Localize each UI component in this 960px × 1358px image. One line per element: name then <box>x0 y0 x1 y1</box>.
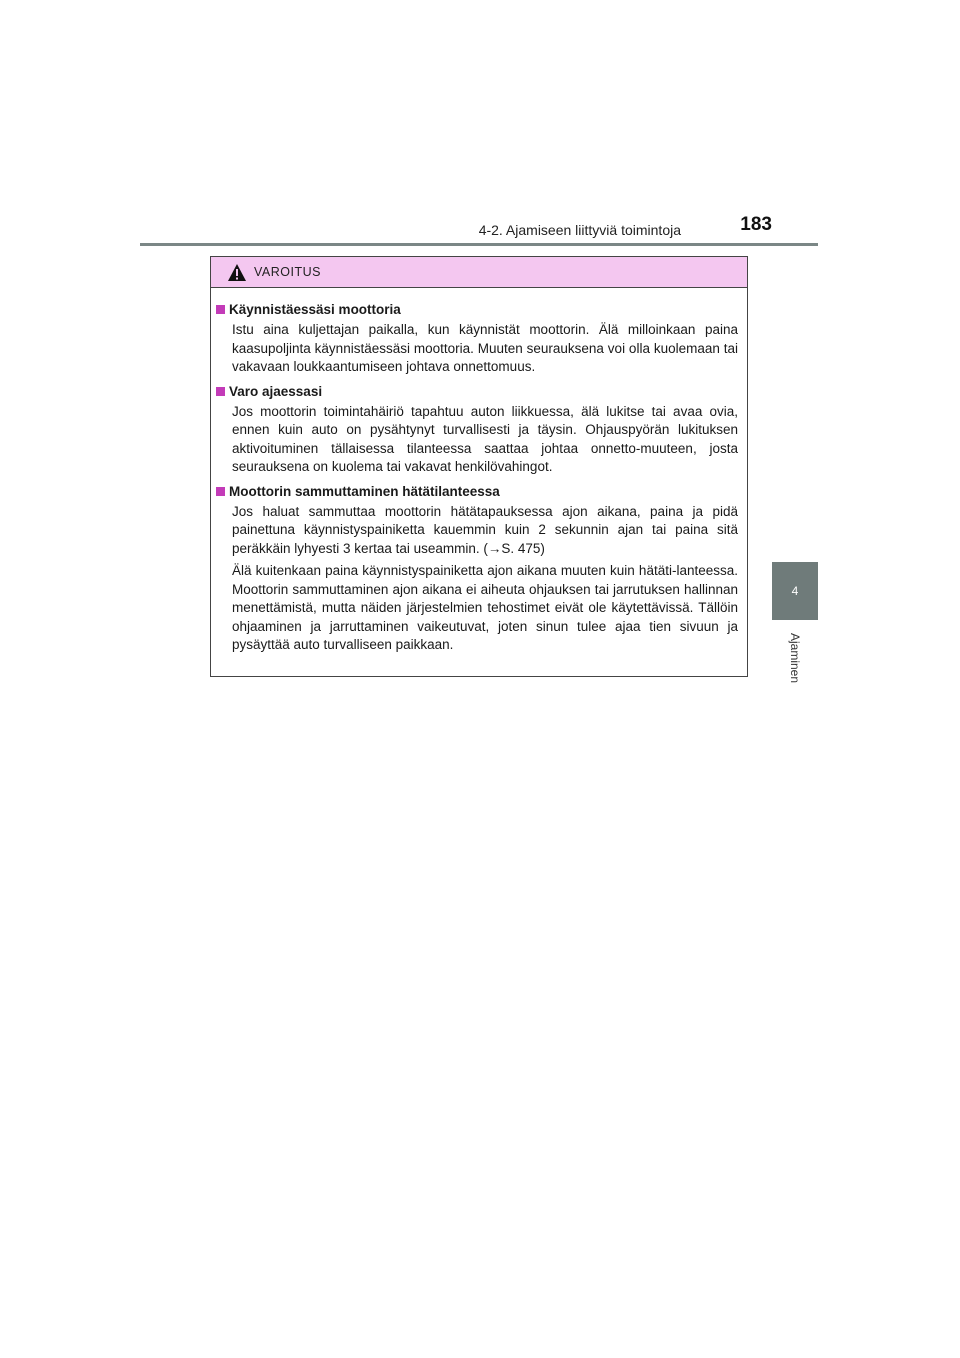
warning-box <box>210 256 748 677</box>
section-heading-text: Moottorin sammuttaminen hätätilanteessa <box>229 483 500 499</box>
header-divider <box>140 243 818 246</box>
section-paragraph: Istu aina kuljettajan paikalla, kun käynnistät moottorin. Älä milloinkaan paina kaasupoljinta käynnistäessäsi moottoria. Muuten seurauksena voi olla kuolemaan tai vakavaan loukkaantumiseen johtava onnettomuus. <box>232 322 738 374</box>
warning-title: VAROITUS <box>254 265 321 279</box>
square-bullet-icon <box>216 387 225 396</box>
warning-header <box>211 257 747 288</box>
section-heading <box>216 383 738 400</box>
section-paragraph: Jos haluat sammuttaa moottorin hätätapauksessa ajon aikana, paina ja pidä painettuna käynnistyspainiketta kauemmin kuin 2 sekunnin ajan tai paina sitä peräkkäin lyhyesti 3 kertaa tai useammin. (→S. 475) <box>232 503 738 556</box>
warning-triangle-icon <box>227 263 247 282</box>
section-heading <box>216 483 738 500</box>
section-title: 4-2. Ajamiseen liittyviä toimintoja <box>478 222 681 238</box>
section-heading-text: Varo ajaessasi <box>229 383 323 399</box>
warning-body <box>211 288 747 655</box>
section-paragraph: Älä kuitenkaan paina käynnistyspainiketta ajon aikana muuten kuin hätäti-lanteessa. Moottorin sammuttaminen ajon aikana ei aiheuta ohjauksen tai jarrutuksen hallinnan menettämistä, mutta näiden järjestelmien tehostimet eivät ole käytettävissä. Tällöin ohjaaminen ja jarruttaminen vaikeutuvat, joten sinun tulee ajaa tien sivuun ja pysäyttää auto turvalliseen paikkaan. <box>232 563 738 652</box>
chapter-label: Ajaminen <box>788 632 802 684</box>
section-paragraph: Jos moottorin toimintahäiriö tapahtuu auton liikkuessa, älä lukitse tai avaa ovia, ennen kuin auto on pysähtynyt turvallisesti ja täysin. Ohjauspyörän lukituksen aktivoituminen tällaisessa tilanteessa saattaa johtaa onnetto-muuteen, josta seurauksena on kuolema tai vakavat henkilövahingot. <box>232 403 738 474</box>
page-number: 183 <box>740 214 772 235</box>
warning-section-starting <box>216 301 738 377</box>
warning-section-emergency-stop <box>216 483 738 655</box>
square-bullet-icon <box>216 487 225 496</box>
section-heading <box>216 301 738 318</box>
chapter-tab <box>772 562 818 620</box>
square-bullet-icon <box>216 305 225 314</box>
chapter-number: 4 <box>791 584 799 598</box>
warning-section-driving <box>216 383 738 477</box>
section-heading-text: Käynnistäessäsi moottoria <box>229 302 401 317</box>
page-header <box>140 212 818 248</box>
